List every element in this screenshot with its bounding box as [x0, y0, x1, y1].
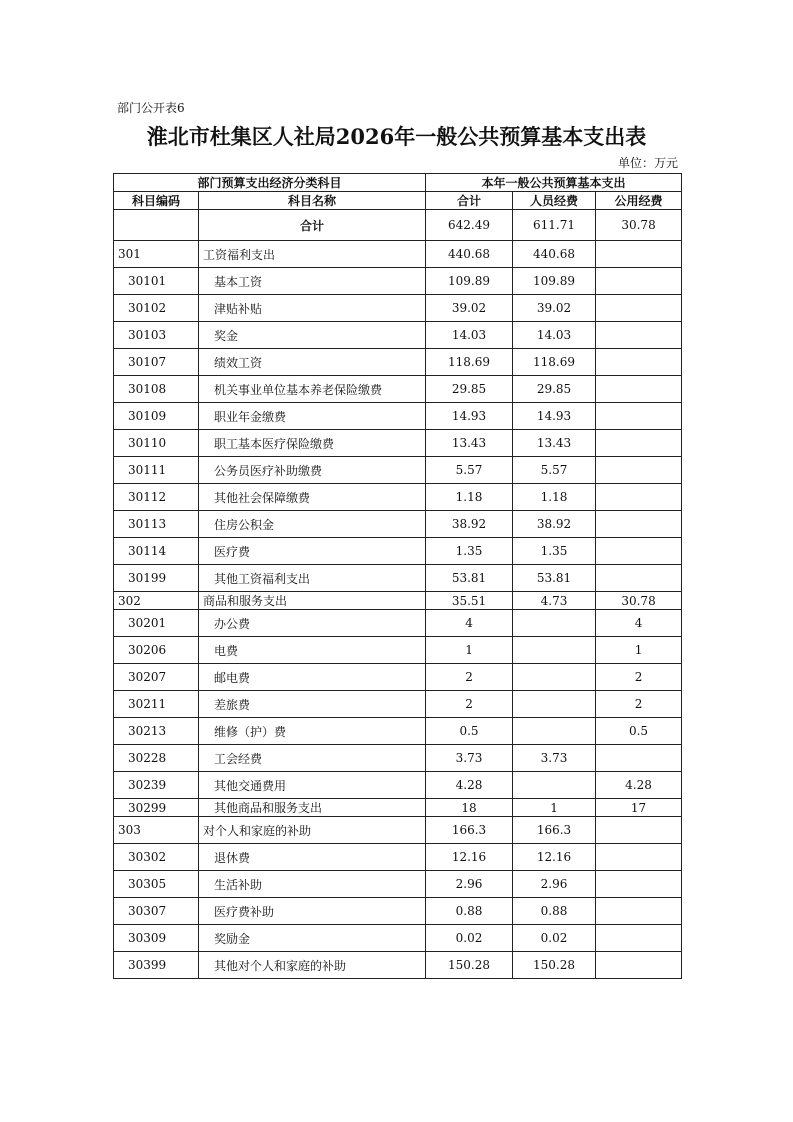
- total-label: 合计: [199, 210, 426, 241]
- table-row: [114, 268, 682, 295]
- row-name: 津贴补贴: [199, 295, 426, 322]
- row-total: 0.02: [426, 925, 513, 952]
- table-row: [114, 799, 682, 817]
- row-code: 30211: [114, 691, 199, 718]
- row-name: 办公费: [199, 610, 426, 637]
- row-code: 301: [114, 241, 199, 268]
- row-personnel: 14.93: [513, 403, 596, 430]
- row-code: 30307: [114, 898, 199, 925]
- table-row: [114, 925, 682, 952]
- row-total: 4: [426, 610, 513, 637]
- row-personnel: 39.02: [513, 295, 596, 322]
- row-public: 30.78: [596, 592, 682, 610]
- row-public: [596, 871, 682, 898]
- table-row: [114, 241, 682, 268]
- row-personnel: 150.28: [513, 952, 596, 979]
- row-personnel: 166.3: [513, 817, 596, 844]
- row-name: 工资福利支出: [199, 241, 426, 268]
- row-public: [596, 952, 682, 979]
- row-personnel: 2.96: [513, 871, 596, 898]
- unit-label: 单位：万元: [617, 156, 678, 170]
- row-public: [596, 295, 682, 322]
- table-row: [114, 952, 682, 979]
- row-public: [596, 745, 682, 772]
- table-row: [114, 817, 682, 844]
- row-public: [596, 268, 682, 295]
- table-row: [114, 610, 682, 637]
- row-public: [596, 484, 682, 511]
- row-code: 30399: [114, 952, 199, 979]
- row-personnel: 0.88: [513, 898, 596, 925]
- row-public: [596, 538, 682, 565]
- header-public: 公用经费: [596, 192, 682, 210]
- row-total: 14.03: [426, 322, 513, 349]
- table-row: [114, 844, 682, 871]
- row-personnel: [513, 664, 596, 691]
- row-public: 17: [596, 799, 682, 817]
- row-code: 30299: [114, 799, 199, 817]
- row-name: 职业年金缴费: [199, 403, 426, 430]
- row-code: 302: [114, 592, 199, 610]
- row-name: 其他交通费用: [199, 772, 426, 799]
- row-public: [596, 430, 682, 457]
- page-title: 淮北市杜集区人社局2026年一般公共预算基本支出表: [146, 124, 647, 149]
- row-public: [596, 322, 682, 349]
- row-personnel: 29.85: [513, 376, 596, 403]
- row-name: 奖励金: [199, 925, 426, 952]
- row-public: [596, 403, 682, 430]
- row-name: 其他社会保障缴费: [199, 484, 426, 511]
- row-code: 30201: [114, 610, 199, 637]
- row-public: [596, 844, 682, 871]
- row-total: 14.93: [426, 403, 513, 430]
- row-total: 2.96: [426, 871, 513, 898]
- row-personnel: 1.18: [513, 484, 596, 511]
- row-code: 30101: [114, 268, 199, 295]
- header-name: 科目名称: [199, 192, 426, 210]
- header-column-row: [114, 192, 682, 210]
- row-code: 30207: [114, 664, 199, 691]
- row-personnel: [513, 691, 596, 718]
- table-number-label: 部门公开表6: [117, 101, 185, 115]
- row-name: 其他工资福利支出: [199, 565, 426, 592]
- row-code: 30102: [114, 295, 199, 322]
- row-name: 其他对个人和家庭的补助: [199, 952, 426, 979]
- row-public: [596, 241, 682, 268]
- row-personnel: 13.43: [513, 430, 596, 457]
- row-public: [596, 376, 682, 403]
- row-public: 4: [596, 610, 682, 637]
- table-row: [114, 871, 682, 898]
- row-code: 30113: [114, 511, 199, 538]
- table-row: [114, 592, 682, 610]
- row-name: 基本工资: [199, 268, 426, 295]
- row-total: 2: [426, 691, 513, 718]
- row-personnel: 109.89: [513, 268, 596, 295]
- row-name: 公务员医疗补助缴费: [199, 457, 426, 484]
- header-total: 合计: [426, 192, 513, 210]
- row-code: 30199: [114, 565, 199, 592]
- row-personnel: [513, 637, 596, 664]
- row-code: 30114: [114, 538, 199, 565]
- row-name: 工会经费: [199, 745, 426, 772]
- row-code: 30228: [114, 745, 199, 772]
- row-total: 38.92: [426, 511, 513, 538]
- table-row: [114, 637, 682, 664]
- row-name: 其他商品和服务支出: [199, 799, 426, 817]
- row-name: 医疗费: [199, 538, 426, 565]
- table-row: [114, 565, 682, 592]
- row-public: [596, 349, 682, 376]
- row-code: 303: [114, 817, 199, 844]
- row-public: [596, 511, 682, 538]
- total-public: 30.78: [596, 210, 682, 241]
- row-total: 53.81: [426, 565, 513, 592]
- header-group-classification: 部门预算支出经济分类科目: [114, 174, 426, 192]
- table-row: [114, 745, 682, 772]
- budget-table: [113, 173, 682, 979]
- row-total: 166.3: [426, 817, 513, 844]
- row-name: 对个人和家庭的补助: [199, 817, 426, 844]
- row-public: [596, 457, 682, 484]
- row-personnel: 12.16: [513, 844, 596, 871]
- row-code: 30309: [114, 925, 199, 952]
- row-name: 商品和服务支出: [199, 592, 426, 610]
- row-public: [596, 898, 682, 925]
- row-name: 差旅费: [199, 691, 426, 718]
- header-group-row: [114, 174, 682, 192]
- row-code: 30112: [114, 484, 199, 511]
- row-public: 1: [596, 637, 682, 664]
- total-value: 642.49: [426, 210, 513, 241]
- table-row: [114, 295, 682, 322]
- row-name: 医疗费补助: [199, 898, 426, 925]
- row-code: 30213: [114, 718, 199, 745]
- row-public: 0.5: [596, 718, 682, 745]
- row-personnel: 5.57: [513, 457, 596, 484]
- table-row: [114, 484, 682, 511]
- header-code: 科目编码: [114, 192, 199, 210]
- row-personnel: 53.81: [513, 565, 596, 592]
- row-total: 39.02: [426, 295, 513, 322]
- row-code: 30305: [114, 871, 199, 898]
- row-name: 电费: [199, 637, 426, 664]
- row-name: 邮电费: [199, 664, 426, 691]
- row-total: 109.89: [426, 268, 513, 295]
- table-row: [114, 349, 682, 376]
- row-total: 150.28: [426, 952, 513, 979]
- row-total: 1.18: [426, 484, 513, 511]
- row-personnel: [513, 718, 596, 745]
- row-personnel: 440.68: [513, 241, 596, 268]
- row-personnel: 3.73: [513, 745, 596, 772]
- row-total: 5.57: [426, 457, 513, 484]
- row-total: 29.85: [426, 376, 513, 403]
- row-personnel: 118.69: [513, 349, 596, 376]
- total-personnel: 611.71: [513, 210, 596, 241]
- table-row: [114, 376, 682, 403]
- row-code: 30206: [114, 637, 199, 664]
- table-row: [114, 718, 682, 745]
- total-code: [114, 210, 199, 241]
- row-name: 住房公积金: [199, 511, 426, 538]
- row-personnel: 38.92: [513, 511, 596, 538]
- row-name: 维修（护）费: [199, 718, 426, 745]
- row-name: 退休费: [199, 844, 426, 871]
- row-total: 4.28: [426, 772, 513, 799]
- row-code: 30109: [114, 403, 199, 430]
- row-public: [596, 817, 682, 844]
- row-code: 30107: [114, 349, 199, 376]
- row-personnel: 1.35: [513, 538, 596, 565]
- row-personnel: 4.73: [513, 592, 596, 610]
- row-total: 1: [426, 637, 513, 664]
- total-row: [114, 210, 682, 241]
- row-total: 0.5: [426, 718, 513, 745]
- row-public: 4.28: [596, 772, 682, 799]
- row-personnel: 0.02: [513, 925, 596, 952]
- table-row: [114, 691, 682, 718]
- table-row: [114, 898, 682, 925]
- row-name: 绩效工资: [199, 349, 426, 376]
- row-total: 440.68: [426, 241, 513, 268]
- table-row: [114, 511, 682, 538]
- row-total: 3.73: [426, 745, 513, 772]
- row-total: 0.88: [426, 898, 513, 925]
- header-personnel: 人员经费: [513, 192, 596, 210]
- row-public: [596, 925, 682, 952]
- row-code: 30103: [114, 322, 199, 349]
- header-group-expenditure: 本年一般公共预算基本支出: [426, 174, 682, 192]
- row-code: 30111: [114, 457, 199, 484]
- table-row: [114, 664, 682, 691]
- row-total: 1.35: [426, 538, 513, 565]
- row-public: [596, 565, 682, 592]
- row-personnel: [513, 772, 596, 799]
- table-row: [114, 772, 682, 799]
- row-name: 职工基本医疗保险缴费: [199, 430, 426, 457]
- row-personnel: [513, 610, 596, 637]
- table-row: [114, 430, 682, 457]
- row-name: 奖金: [199, 322, 426, 349]
- row-name: 机关事业单位基本养老保险缴费: [199, 376, 426, 403]
- table-row: [114, 403, 682, 430]
- table-row: [114, 538, 682, 565]
- row-total: 13.43: [426, 430, 513, 457]
- table-row: [114, 457, 682, 484]
- row-code: 30108: [114, 376, 199, 403]
- row-name: 生活补助: [199, 871, 426, 898]
- row-code: 30110: [114, 430, 199, 457]
- row-code: 30302: [114, 844, 199, 871]
- row-total: 2: [426, 664, 513, 691]
- row-public: 2: [596, 691, 682, 718]
- table-row: [114, 322, 682, 349]
- row-total: 12.16: [426, 844, 513, 871]
- row-personnel: 14.03: [513, 322, 596, 349]
- row-personnel: 1: [513, 799, 596, 817]
- row-public: 2: [596, 664, 682, 691]
- row-total: 118.69: [426, 349, 513, 376]
- row-total: 35.51: [426, 592, 513, 610]
- row-code: 30239: [114, 772, 199, 799]
- row-total: 18: [426, 799, 513, 817]
